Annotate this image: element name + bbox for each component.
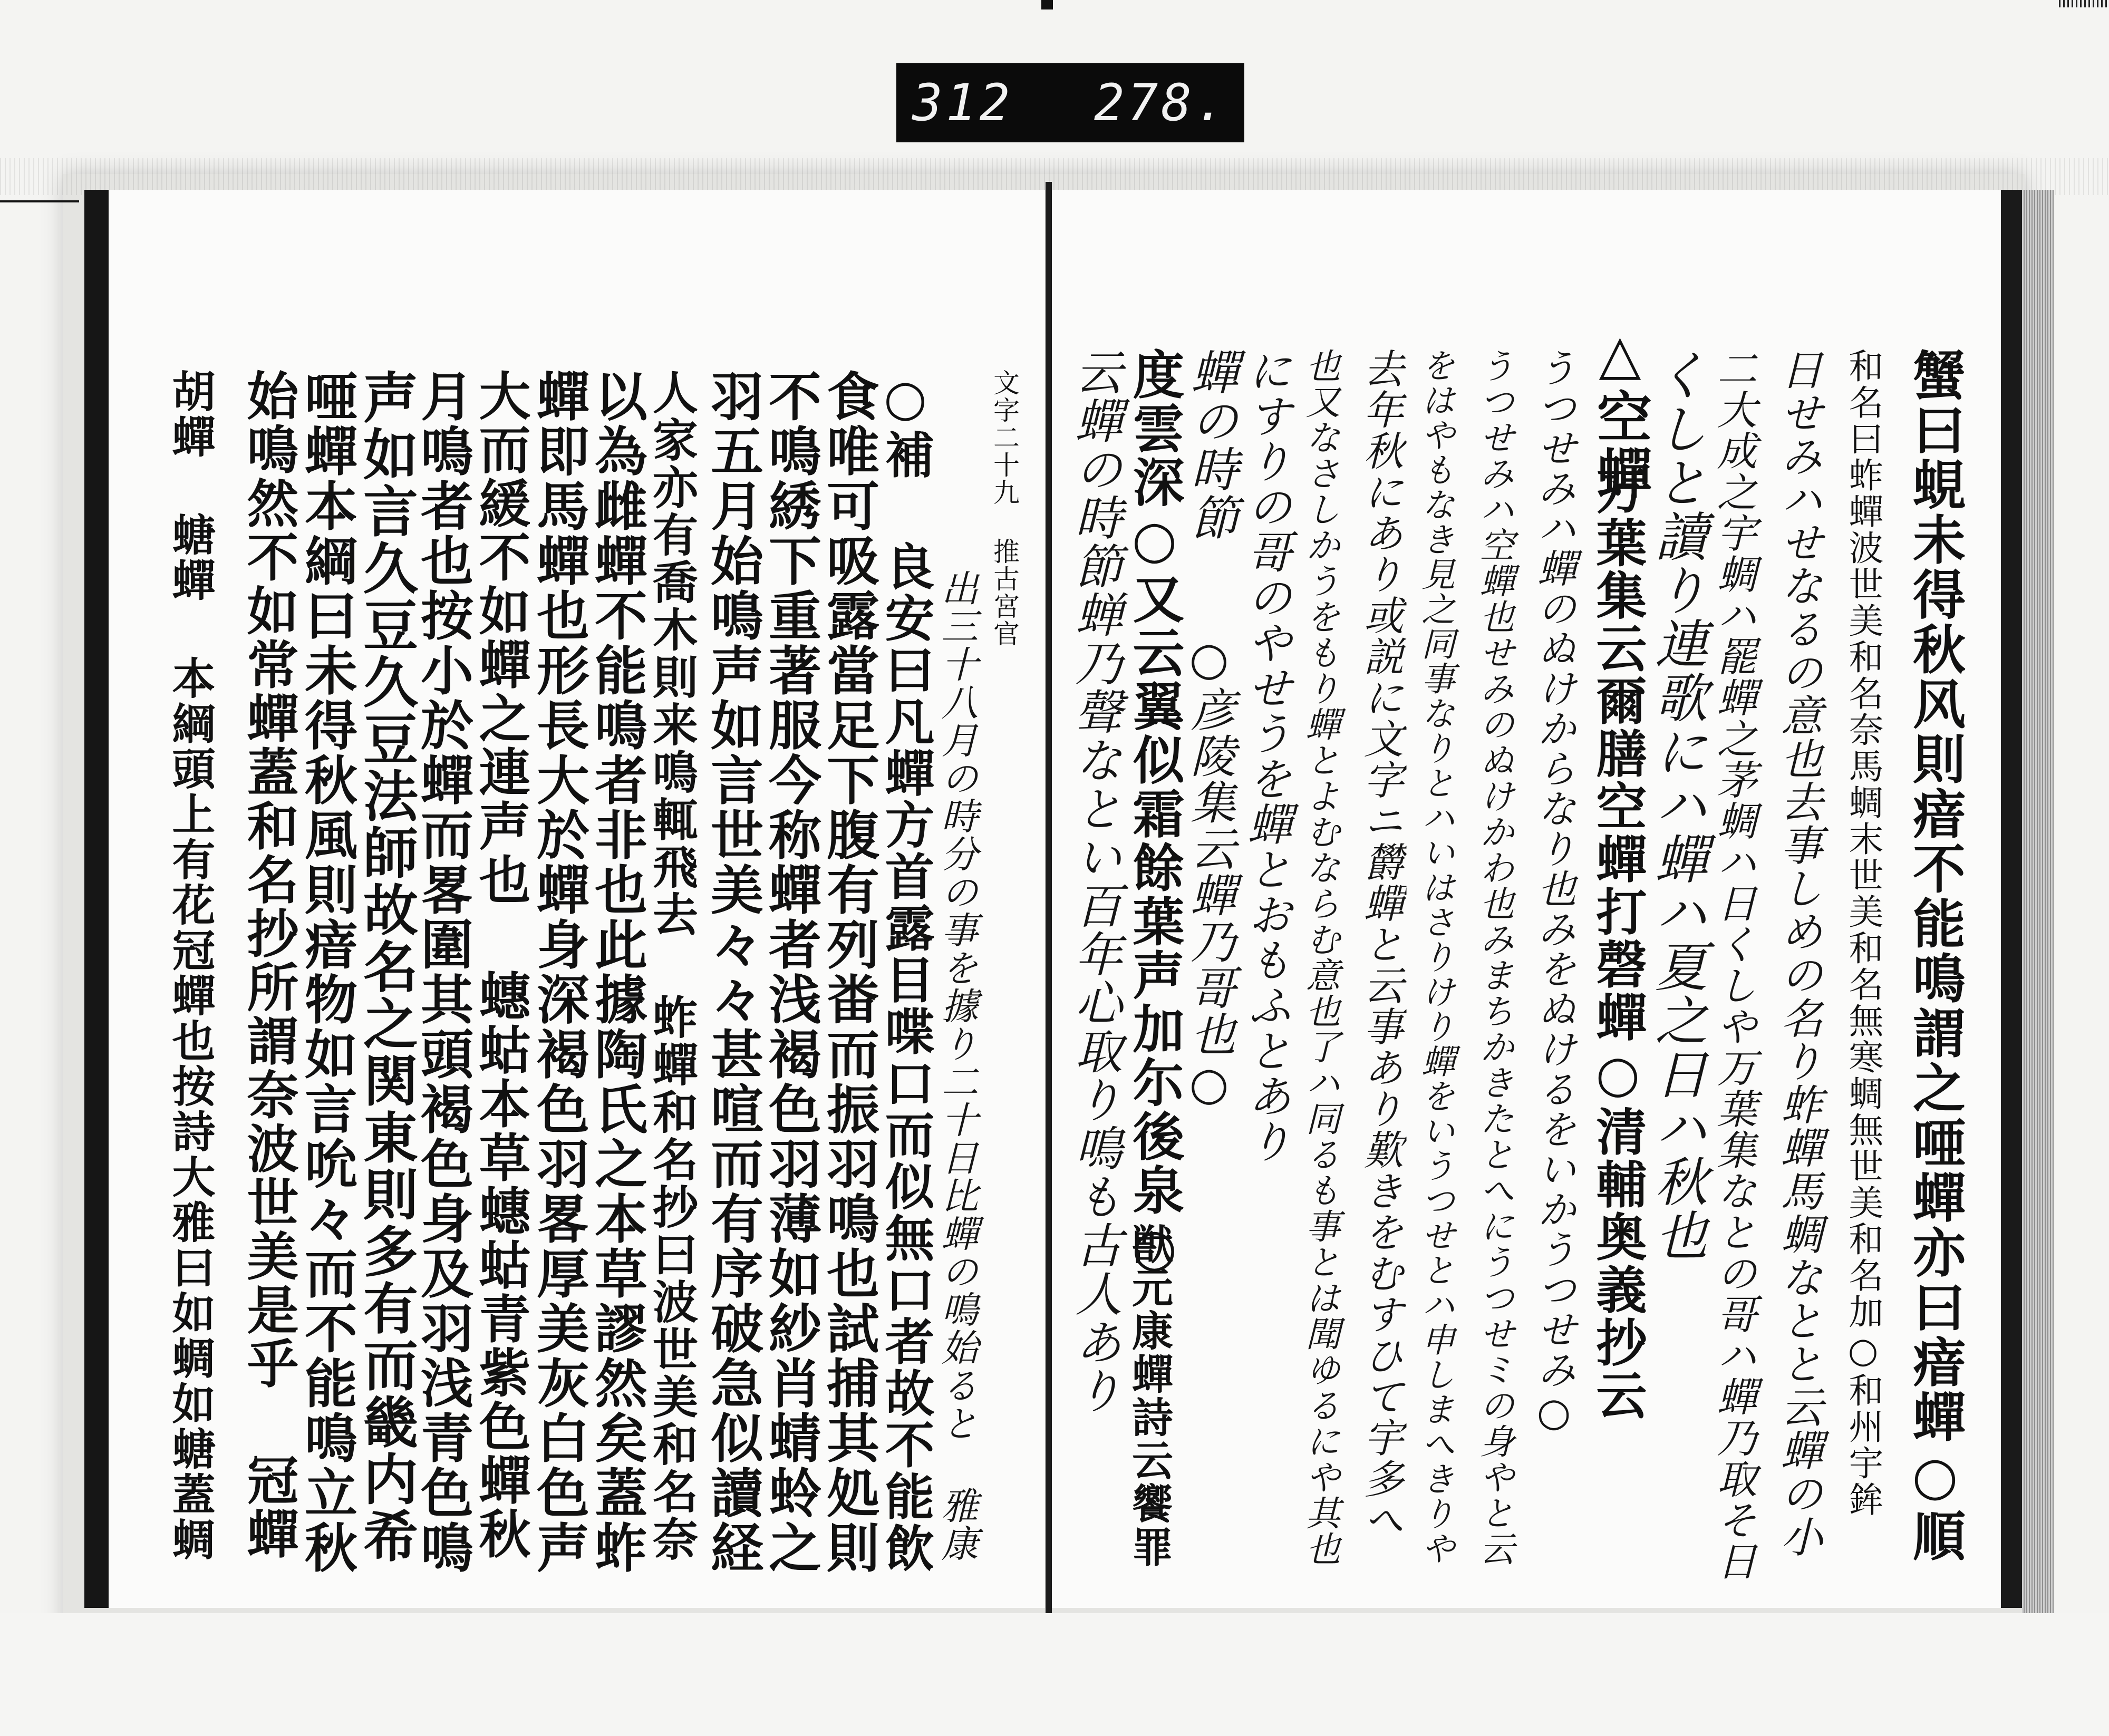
right-col-11: 去年秋にあり或説に文字ニ欝蟬と云事あり歎きをむすひて宇多へ xyxy=(1357,348,1404,1540)
bottom-margin xyxy=(0,1613,2109,1736)
right-col-12: 也又なさしかうをもり蟬とよむならむ意也了ハ同るも事とは聞ゆるにや其也 xyxy=(1300,348,1340,1567)
left-col-1: 出三十八月の時分の事を據り二十日比蟬の鳴始ると 雅康 xyxy=(935,569,979,1563)
left-col-10: 月鳴者也按小於蟬而畧圍其頭褐色身及羽浅青色鳴 xyxy=(412,369,474,1575)
right-col-2: 和名曰蚱蟬波世美和名奈馬蜩末世美和名無寒蜩無世美和名加○和州宇鉾 xyxy=(1843,348,1883,1518)
left-col-7: 以為雌蟬不能鳴者非也此據陶氏之本草謬然矣蓋蚱 xyxy=(586,369,648,1575)
frame-label-right: 278. xyxy=(1094,73,1228,132)
right-col-1: 蟹曰蜆未得秋风則瘖不能鳴謂之唖蟬亦曰瘖蟬○順 xyxy=(1904,348,1966,1564)
right-col-7: うつせみハ蟬のぬけからなり也みをぬけるをいかうつせみ○ xyxy=(1531,348,1576,1436)
right-binding-edge xyxy=(2001,190,2022,1608)
right-col-4: 二大成之宇蜩ハ罷蟬之茅蜩ハ日くしや万葉集なとの哥ハ蟬乃取そ日 xyxy=(1710,348,1757,1582)
left-rule-line xyxy=(0,200,79,202)
left-top-note: 文字二十九 推古宮官 xyxy=(989,369,1020,647)
left-col-12: 唖蟬本綱曰未得秋風則瘖物如言吮々而不能鳴立秋 xyxy=(296,369,358,1575)
frame-label xyxy=(896,63,1244,142)
left-col-8: 蟬即馬蟬也形長大於蟬身深褐色羽畧厚美灰白色声 xyxy=(528,369,590,1575)
top-edge-strip xyxy=(2059,0,2109,7)
left-col-4: 不鳴綉下重著服今称蟬者浅褐色羽薄如紗肖蜻蛉之 xyxy=(760,369,822,1575)
right-col-9: うつせみハ空蟬也せみのぬけかわ也みまちかきたとへにうつせミの身やと云 xyxy=(1474,348,1514,1567)
right-col-18: 云蟬の時節蝉乃聲なとい百年心取り鳴も古人あり xyxy=(1067,348,1122,1415)
left-col-13: 始鳴然不如常蟬蓋和名抄所謂奈波世美是乎 冠蟬 xyxy=(238,369,299,1561)
right-heading-kusemi: △空蟬 xyxy=(1588,322,1652,502)
right-col-3: 日せみハせなるの意也去事しめの名り蚱蟬馬蜩なとと云蟬の小 xyxy=(1774,348,1823,1558)
left-col-14: 胡蟬 螗蟬 本綱頭上有花冠蟬也按詩大雅曰如蜩如螗蓋蜩 xyxy=(165,369,216,1563)
right-col-16: 度雲深○又云翼似霜餘葉声加尓後泉○ xyxy=(1124,348,1185,1280)
book-gutter xyxy=(1046,182,1052,1736)
left-binding-edge xyxy=(84,190,109,1608)
left-col-9: 大而緩不如蟬之連声也 蟪蛄本草蟪蛄青紫色蟬秋 xyxy=(470,369,531,1561)
left-col-11: 声如言久豆久豆法師故名之関東則多有而畿内希 xyxy=(354,369,419,1565)
right-col-14: 蟬の時節 xyxy=(1183,348,1238,542)
left-col-2: ○補 良安曰凡蟬方首露目喋口而似無口者故不能飲 xyxy=(876,369,934,1574)
right-col-10: をはやもなき見之同事なりとハいはさりけり蟬をいうつせとハ申しまへきりや xyxy=(1416,348,1455,1566)
right-col-8: 万葉集云爾膳空蟬打磬蟬○清輔奥義抄云 xyxy=(1588,464,1648,1422)
right-col-15: ○彦陵集云蟬乃哥也○ xyxy=(1183,633,1235,1111)
right-col-13: にすりの哥のやせうを蟬とおもふとあり xyxy=(1241,348,1292,1164)
left-col-3: 食唯可吸露當足下腹有列畨而振羽鳴也試捕其処則 xyxy=(818,369,880,1575)
frame-label-left: 312 xyxy=(912,73,1013,132)
left-col-6: 人家亦有喬木則来鳴輒飛去 蚱蟬和名抄曰波世美和名奈 xyxy=(645,369,698,1563)
top-notch xyxy=(1041,0,1053,9)
right-col-17: 獣元康蟬詩云饗罪 xyxy=(1125,1223,1173,1569)
page-edges xyxy=(2022,190,2054,1613)
left-col-5: 羽五月始鳴声如言世美々々甚喧而有序破急似讀経 xyxy=(702,369,764,1575)
right-col-5: くしと讀り連歌にハ蟬ハ夏之日ハ秋也 xyxy=(1646,348,1708,1262)
